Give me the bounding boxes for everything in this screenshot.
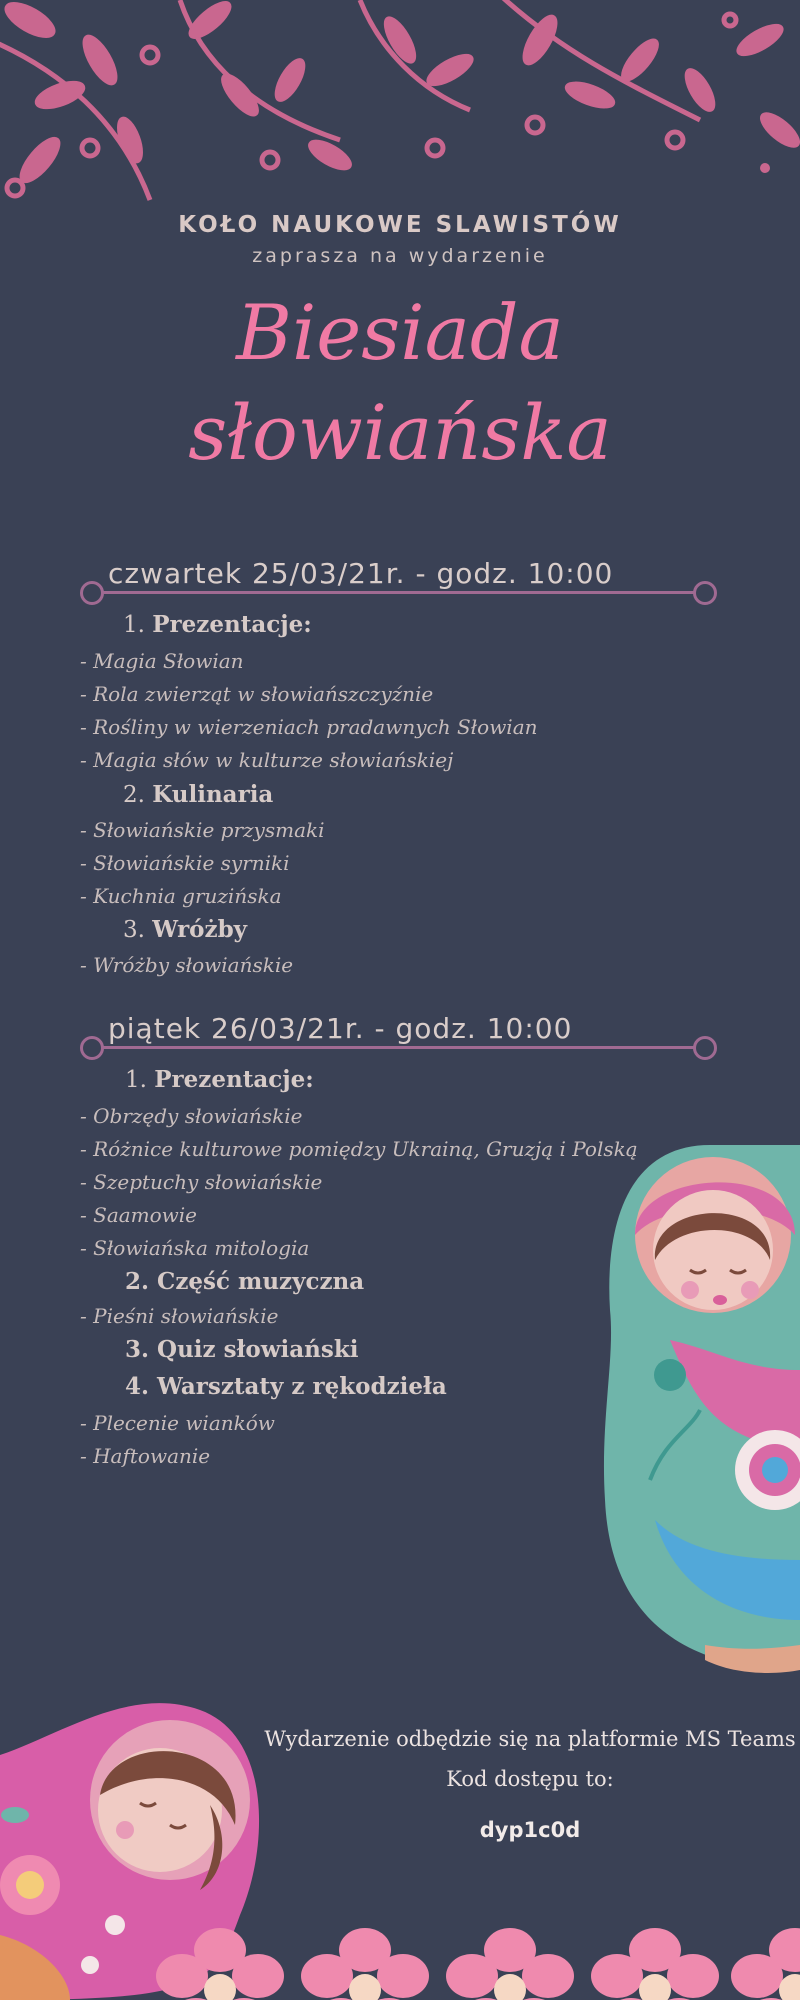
- event-title-line1: Biesiada: [236, 288, 564, 377]
- divider-dot-left: [80, 1036, 104, 1060]
- day2-section-2: 2. Część muzyczna: [125, 1268, 365, 1295]
- list-item: - Magia Słowian: [80, 649, 244, 673]
- day2-section-1: 1. Prezentacje:: [125, 1066, 314, 1093]
- code-label: Kod dostępu to:: [446, 1767, 614, 1791]
- leaf-vine-decoration: [0, 0, 800, 210]
- list-item: - Pieśni słowiańskie: [80, 1304, 279, 1328]
- list-item: - Szeptuchy słowiańskie: [80, 1170, 323, 1194]
- list-item: - Słowiańska mitologia: [80, 1236, 310, 1260]
- list-item: - Słowiańskie przysmaki: [80, 818, 325, 842]
- list-item: - Plecenie wianków: [80, 1411, 275, 1435]
- event-title-line2: słowiańska: [188, 388, 612, 477]
- day2-divider: [92, 1046, 705, 1049]
- divider-dot-right: [693, 1036, 717, 1060]
- day1-section-3: 3. Wróżby: [123, 916, 248, 943]
- day2-section-3: 3. Quiz słowiański: [125, 1336, 359, 1363]
- day1-section-2: 2. Kulinaria: [123, 781, 274, 808]
- day2-section-4: 4. Warsztaty z rękodzieła: [125, 1373, 447, 1400]
- list-item: - Wróżby słowiańskie: [80, 953, 294, 977]
- day1-section-1: 1. Prezentacje:: [123, 611, 312, 638]
- list-item: - Różnice kulturowe pomiędzy Ukrainą, Gruzją i Polską: [80, 1137, 638, 1161]
- list-item: - Magia słów w kulturze słowiańskiej: [80, 748, 454, 772]
- list-item: - Haftowanie: [80, 1444, 211, 1468]
- access-code: dyp1c0d: [479, 1818, 581, 1842]
- list-item: - Kuchnia gruzińska: [80, 884, 282, 908]
- organizer-name: KOŁO NAUKOWE SLAWISTÓW: [178, 212, 622, 238]
- day2-heading: piątek 26/03/21r. - godz. 10:00: [108, 1012, 573, 1045]
- divider-dot-right: [693, 581, 717, 605]
- day1-divider: [92, 591, 705, 594]
- day1-heading: czwartek 25/03/21r. - godz. 10:00: [108, 557, 614, 590]
- divider-dot-left: [80, 581, 104, 605]
- list-item: - Rola zwierząt w słowiańszczyźnie: [80, 682, 434, 706]
- invite-text: zaprasza na wydarzenie: [252, 245, 548, 267]
- list-item: - Słowiańskie syrniki: [80, 851, 290, 875]
- platform-info: Wydarzenie odbędzie się na platformie MS Teams: [264, 1727, 796, 1751]
- flower-row-decoration: [0, 1910, 800, 2000]
- list-item: - Saamowie: [80, 1203, 198, 1227]
- matryoshka-doll-icon: [595, 1140, 800, 1680]
- list-item: - Rośliny w wierzeniach pradawnych Słowian: [80, 715, 538, 739]
- list-item: - Obrzędy słowiańskie: [80, 1104, 303, 1128]
